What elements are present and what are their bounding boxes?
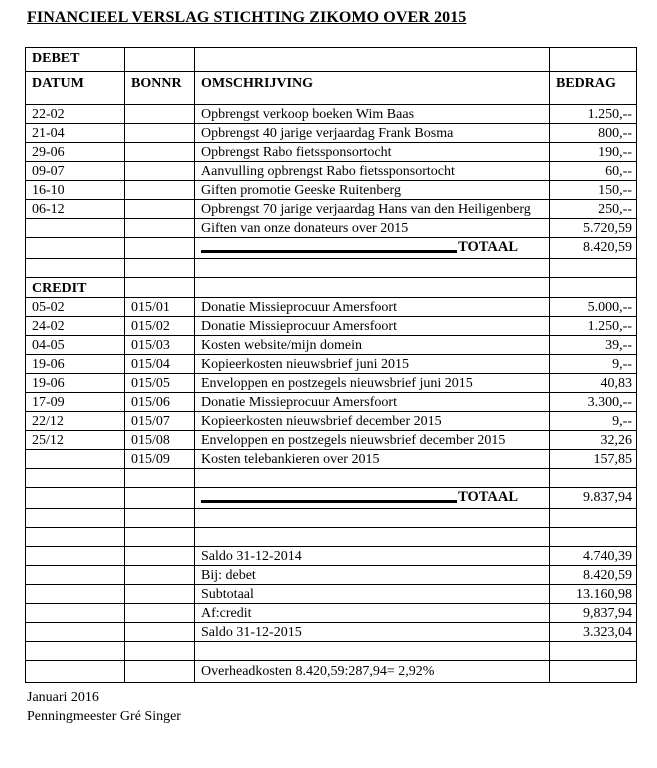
table-row-entry — [26, 162, 637, 181]
cell-bonnr — [125, 181, 195, 200]
table-row-blank — [26, 509, 637, 528]
cell-bedrag: 13.160,98 — [550, 585, 637, 604]
cell-bonnr: 015/07 — [125, 412, 195, 431]
cell-bonnr: 015/02 — [125, 317, 195, 336]
cell-total-bedrag: 9.837,94 — [550, 488, 637, 509]
empty-cell — [195, 259, 550, 278]
document-title: FINANCIEEL VERSLAG STICHTING ZIKOMO OVER 2015 — [27, 9, 467, 26]
cell-datum: 09-07 — [26, 162, 125, 181]
column-header-bonnr: BONNR — [125, 72, 195, 105]
cell-omschrijving: Enveloppen en postzegels nieuwsbrief juni 2015 — [195, 374, 550, 393]
cell-datum: 05-02 — [26, 298, 125, 317]
cell-omschrijving: Donatie Missieprocuur Amersfoort — [195, 298, 550, 317]
table-row-entry — [26, 219, 637, 238]
cell-datum: 19-06 — [26, 374, 125, 393]
cell-omschrijving: Af:credit — [195, 604, 550, 623]
empty-cell — [26, 528, 125, 547]
cell-bedrag: 3.300,-- — [550, 393, 637, 412]
cell-bonnr: 015/06 — [125, 393, 195, 412]
table-row-total — [26, 488, 637, 509]
empty-cell — [125, 642, 195, 661]
cell-datum — [26, 547, 125, 566]
cell-bedrag: 40,83 — [550, 374, 637, 393]
empty-cell — [125, 259, 195, 278]
cell-bedrag: 1.250,-- — [550, 105, 637, 124]
table-row-entry — [26, 200, 637, 219]
cell-omschrijving: Enveloppen en postzegels nieuwsbrief december 2015 — [195, 431, 550, 450]
total-label: TOTAAL — [458, 489, 518, 505]
cell-bedrag: 3.323,04 — [550, 623, 637, 642]
cell-bonnr — [125, 623, 195, 642]
cell-omschrijving: Opbrengst 70 jarige verjaardag Hans van den Heiligenberg — [195, 200, 550, 219]
total-label: TOTAAL — [458, 239, 518, 255]
total-cell — [195, 238, 550, 259]
cell-datum: 29-06 — [26, 143, 125, 162]
cell-bedrag: 8.420,59 — [550, 566, 637, 585]
empty-cell — [125, 488, 195, 509]
cell-omschrijving: Aanvulling opbrengst Rabo fietssponsortocht — [195, 162, 550, 181]
table-row-entry — [26, 336, 637, 355]
cell-bedrag: 250,-- — [550, 200, 637, 219]
table-row-header — [26, 72, 637, 105]
cell-bonnr — [125, 124, 195, 143]
cell-datum: 25/12 — [26, 431, 125, 450]
table-row-entry — [26, 298, 637, 317]
table-row-blank — [26, 642, 637, 661]
cell-bedrag: 39,-- — [550, 336, 637, 355]
cell-bonnr — [125, 200, 195, 219]
empty-cell — [550, 278, 637, 298]
cell-bedrag — [550, 661, 637, 683]
cell-omschrijving: Overheadkosten 8.420,59:287,94= 2,92% — [195, 661, 550, 683]
empty-cell — [550, 469, 637, 488]
empty-cell — [125, 278, 195, 298]
cell-bonnr — [125, 585, 195, 604]
cell-datum: 21-04 — [26, 124, 125, 143]
empty-cell — [550, 642, 637, 661]
cell-datum — [26, 219, 125, 238]
table-row-total — [26, 238, 637, 259]
cell-bonnr — [125, 105, 195, 124]
table-row-entry — [26, 431, 637, 450]
cell-bonnr: 015/05 — [125, 374, 195, 393]
table-row-entry — [26, 105, 637, 124]
empty-cell — [550, 528, 637, 547]
column-header-datum: DATUM — [26, 72, 125, 105]
table-row-entry — [26, 393, 637, 412]
total-underline — [201, 250, 457, 253]
empty-cell — [195, 528, 550, 547]
ledger-body — [26, 48, 637, 683]
cell-datum — [26, 623, 125, 642]
table-row-entry — [26, 355, 637, 374]
cell-bedrag: 157,85 — [550, 450, 637, 469]
cell-datum: 17-09 — [26, 393, 125, 412]
section-label: CREDIT — [26, 278, 125, 298]
cell-bedrag: 190,-- — [550, 143, 637, 162]
cell-bedrag: 5.720,59 — [550, 219, 637, 238]
cell-datum: 04-05 — [26, 336, 125, 355]
cell-bonnr — [125, 162, 195, 181]
table-row-blank — [26, 528, 637, 547]
cell-bedrag: 150,-- — [550, 181, 637, 200]
cell-bedrag: 9,-- — [550, 355, 637, 374]
cell-datum — [26, 450, 125, 469]
empty-cell — [550, 509, 637, 528]
cell-datum — [26, 566, 125, 585]
empty-cell — [550, 259, 637, 278]
cell-datum — [26, 585, 125, 604]
cell-datum — [26, 661, 125, 683]
empty-cell — [195, 48, 550, 72]
empty-cell — [125, 509, 195, 528]
empty-cell — [26, 488, 125, 509]
empty-cell — [125, 469, 195, 488]
table-row-entry — [26, 623, 637, 642]
total-underline-wrap — [201, 489, 545, 506]
empty-cell — [125, 238, 195, 259]
table-row-entry — [26, 143, 637, 162]
cell-bonnr — [125, 143, 195, 162]
table-row-entry — [26, 547, 637, 566]
cell-bonnr: 015/04 — [125, 355, 195, 374]
cell-omschrijving: Opbrengst 40 jarige verjaardag Frank Bosma — [195, 124, 550, 143]
empty-cell — [195, 642, 550, 661]
column-header-bedrag: BEDRAG — [550, 72, 637, 105]
table-row-entry — [26, 604, 637, 623]
total-cell — [195, 488, 550, 509]
table-row-entry — [26, 317, 637, 336]
table-row-entry — [26, 181, 637, 200]
empty-cell — [195, 469, 550, 488]
footer-date: Januari 2016 — [27, 690, 99, 705]
total-underline-wrap — [201, 239, 545, 256]
cell-omschrijving: Saldo 31-12-2015 — [195, 623, 550, 642]
empty-cell — [125, 528, 195, 547]
cell-bedrag: 5.000,-- — [550, 298, 637, 317]
cell-omschrijving: Giften promotie Geeske Ruitenberg — [195, 181, 550, 200]
empty-cell — [26, 259, 125, 278]
table-row-section — [26, 278, 637, 298]
cell-bedrag: 1.250,-- — [550, 317, 637, 336]
cell-datum: 22/12 — [26, 412, 125, 431]
cell-bonnr — [125, 604, 195, 623]
empty-cell — [125, 48, 195, 72]
cell-omschrijving: Opbrengst Rabo fietssponsortocht — [195, 143, 550, 162]
empty-cell — [195, 509, 550, 528]
cell-omschrijving: Kosten telebankieren over 2015 — [195, 450, 550, 469]
cell-bonnr — [125, 566, 195, 585]
cell-datum: 24-02 — [26, 317, 125, 336]
cell-bedrag: 4.740,39 — [550, 547, 637, 566]
cell-omschrijving: Kosten website/mijn domein — [195, 336, 550, 355]
cell-total-bedrag: 8.420,59 — [550, 238, 637, 259]
cell-datum — [26, 604, 125, 623]
cell-bedrag: 60,-- — [550, 162, 637, 181]
table-row-note — [26, 661, 637, 683]
ledger-table — [25, 47, 637, 683]
cell-omschrijving: Giften van onze donateurs over 2015 — [195, 219, 550, 238]
empty-cell — [195, 278, 550, 298]
empty-cell — [550, 48, 637, 72]
cell-omschrijving: Kopieerkosten nieuwsbrief december 2015 — [195, 412, 550, 431]
table-row-entry — [26, 412, 637, 431]
cell-datum: 16-10 — [26, 181, 125, 200]
table-row-entry — [26, 374, 637, 393]
document-footer — [27, 688, 657, 726]
cell-omschrijving: Donatie Missieprocuur Amersfoort — [195, 317, 550, 336]
cell-omschrijving: Subtotaal — [195, 585, 550, 604]
cell-bonnr — [125, 661, 195, 683]
cell-bonnr: 015/01 — [125, 298, 195, 317]
cell-omschrijving: Saldo 31-12-2014 — [195, 547, 550, 566]
cell-omschrijving: Donatie Missieprocuur Amersfoort — [195, 393, 550, 412]
footer-signature: Penningmeester Gré Singer — [27, 709, 181, 724]
cell-bedrag: 32,26 — [550, 431, 637, 450]
empty-cell — [26, 642, 125, 661]
table-row-blank — [26, 259, 637, 278]
table-row-entry — [26, 585, 637, 604]
table-row-blank — [26, 469, 637, 488]
total-underline — [201, 500, 457, 503]
column-header-omschrijving: OMSCHRIJVING — [195, 72, 550, 105]
cell-datum: 22-02 — [26, 105, 125, 124]
cell-bonnr: 015/03 — [125, 336, 195, 355]
cell-bedrag: 9,837,94 — [550, 604, 637, 623]
cell-bonnr: 015/08 — [125, 431, 195, 450]
cell-omschrijving: Opbrengst verkoop boeken Wim Baas — [195, 105, 550, 124]
cell-bonnr — [125, 219, 195, 238]
cell-bedrag: 800,-- — [550, 124, 637, 143]
empty-cell — [26, 509, 125, 528]
cell-omschrijving: Kopieerkosten nieuwsbrief juni 2015 — [195, 355, 550, 374]
cell-bonnr — [125, 547, 195, 566]
cell-datum: 19-06 — [26, 355, 125, 374]
cell-bonnr: 015/09 — [125, 450, 195, 469]
table-row-entry — [26, 124, 637, 143]
empty-cell — [26, 238, 125, 259]
cell-omschrijving: Bij: debet — [195, 566, 550, 585]
table-row-entry — [26, 450, 637, 469]
cell-datum: 06-12 — [26, 200, 125, 219]
table-row-section — [26, 48, 637, 72]
cell-bedrag: 9,-- — [550, 412, 637, 431]
table-row-entry — [26, 566, 637, 585]
empty-cell — [26, 469, 125, 488]
section-label: DEBET — [26, 48, 125, 72]
